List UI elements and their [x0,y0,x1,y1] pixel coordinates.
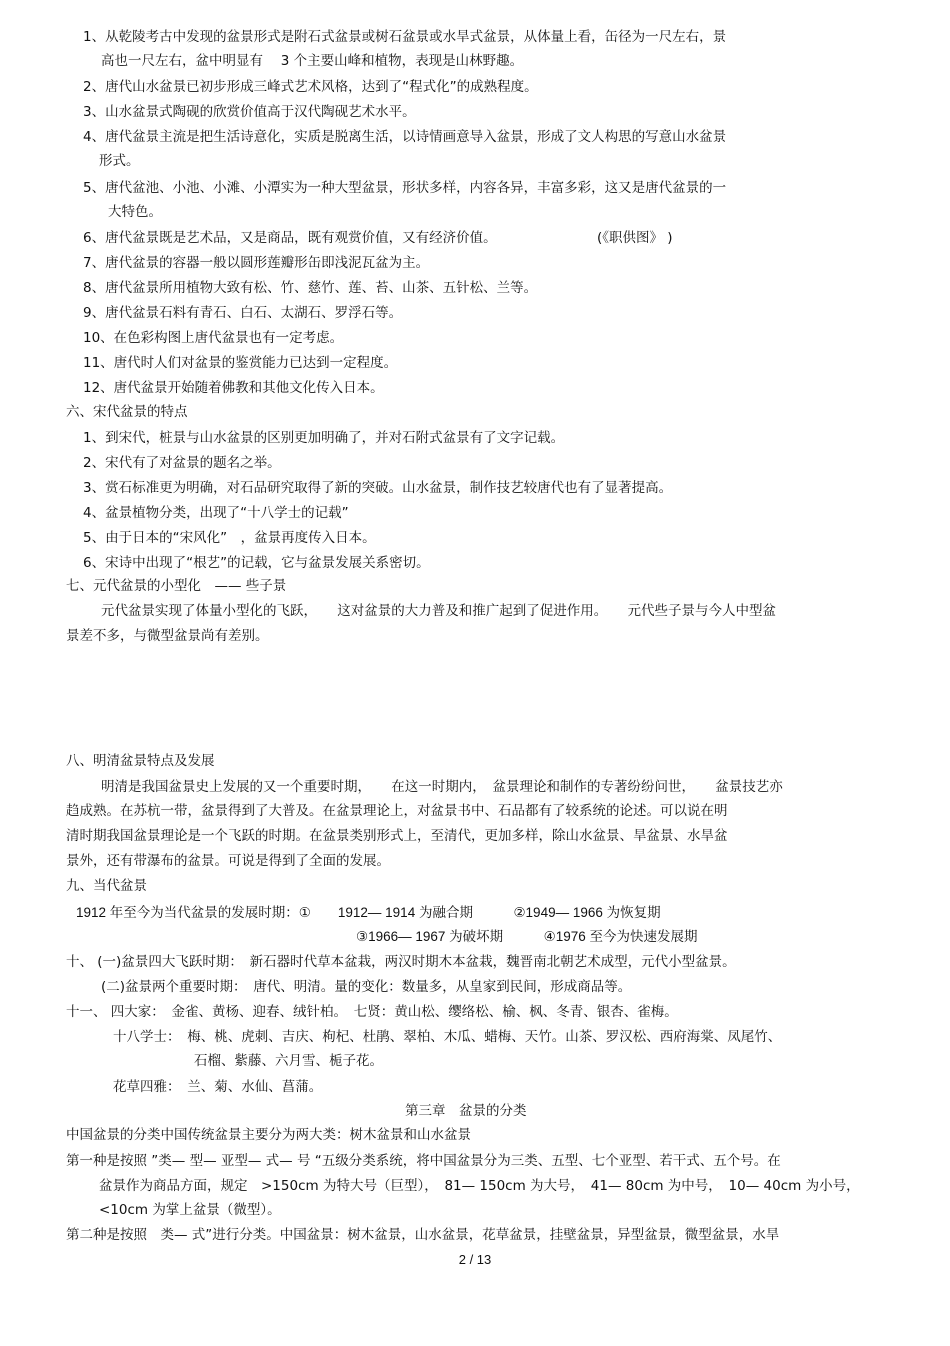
text-line: 12、唐代盆景开始随着佛教和其他文化传入日本。 [83,380,384,396]
text-line: 高也一尺左右，盆中明显有 3 个主要山峰和植物，表现是山林野趣。 [101,53,524,69]
text-line: 3、山水盆景式陶砚的欣赏价值高于汉代陶砚艺术水平。 [83,104,416,120]
section-heading: 八、明清盆景特点及发展 [66,753,215,769]
period-line: ③1966— 1967 为破坏期 ④1976 至今为快速发展期 [356,929,698,944]
paragraph-line: 景外，还有带瀑布的盆景。可说是得到了全面的发展。 [66,853,390,869]
citation: (《职供图》 ) [597,230,673,246]
text-line: 十八学士： 梅、桃、虎刺、吉庆、枸杞、杜鹃、翠柏、木瓜、蜡梅、天竹。山茶、罗汉松、西府海棠、凤尾竹、 [113,1029,782,1045]
text-line: 形式。 [99,153,140,169]
text-line: 第一种是按照 ”类— 型— 亚型— 式— 号 “五级分类系统，将中国盆景分为三类、五型、七个亚型、若干式、五个号。在 [66,1153,781,1169]
page-number: 2 / 13 [458,1252,492,1267]
text-line: 7、唐代盆景的容器一般以圆形莲瓣形缶即浅泥瓦盆为主。 [83,255,430,271]
text-line: 4、唐代盆景主流是把生活诗意化，实质是脱离生活，以诗情画意导入盆景，形成了文人构思的写意山水盆景 [83,129,727,145]
text-line: 2、宋代有了对盆景的题名之举。 [83,455,281,471]
text-line: <10cm 为掌上盆景（微型）。 [99,1202,281,1218]
text-line: (二)盆景两个重要时期： 唐代、明清。量的变化：数量多，从皇家到民间，形成商品等。 [101,979,632,995]
section-heading: 九、当代盆景 [66,878,147,894]
paragraph-line: 景差不多，与微型盆景尚有差别。 [66,628,269,644]
text-line: 6、唐代盆景既是艺术品，又是商品，既有观赏价值，又有经济价值。 [83,230,497,246]
text-line: 3、赏石标准更为明确，对石品研究取得了新的突破。山水盆景，制作技艺较唐代也有了显著提高。 [83,480,673,496]
text-line: 石榴、紫藤、六月雪、栀子花。 [194,1053,383,1069]
paragraph-line: 趋成熟。在苏杭一带，盆景得到了大普及。在盆景理论上，对盆景书中、石品都有了较系统的论述。可以说在明 [66,803,728,819]
section-heading: 七、元代盆景的小型化 —— 些子景 [66,578,287,594]
text-line: 10、在色彩构图上唐代盆景也有一定考虑。 [83,330,344,346]
text-line: 第二种是按照 类— 式”进行分类。中国盆景：树木盆景，山水盆景，花草盆景，挂壁盆景，异型盆景，微型盆景，水旱 [66,1227,780,1243]
paragraph-line: 清时期我国盆景理论是一个飞跃的时期。在盆景类别形式上，至清代，更加多样，除山水盆景、旱盆景、水旱盆 [66,828,728,844]
text-line: 6、宋诗中出现了“根艺”的记载，它与盆景发展关系密切。 [83,555,430,571]
text-line: 8、唐代盆景所用植物大致有松、竹、慈竹、莲、苔、山茶、五针松、兰等。 [83,280,538,296]
paragraph-line: 明清是我国盆景史上发展的又一个重要时期， 在这一时期内， 盆景理论和制作的专著纷纷问世， 盆景技艺亦 [101,779,783,795]
chapter-title: 第三章 盆景的分类 [405,1103,527,1119]
text-line: 5、唐代盆池、小池、小滩、小潭实为一种大型盆景，形状多样，内容各异，丰富多彩，这又是唐代盆景的一 [83,180,727,196]
text-line: 1、从乾陵考古中发现的盆景形式是附石式盆景或树石盆景或水旱式盆景，从体量上看，缶径为一尺左右，景 [83,29,727,45]
text-line: 花草四雅： 兰、菊、水仙、菖蒲。 [113,1079,323,1095]
text-line: 中国盆景的分类中国传统盆景主要分为两大类：树木盆景和山水盆景 [66,1127,471,1143]
text-line: 9、唐代盆景石料有青石、白石、太湖石、罗浮石等。 [83,305,403,321]
section-heading: 六、宋代盆景的特点 [66,404,188,420]
paragraph-line: 元代盆景实现了体量小型化的飞跃， 这对盆景的大力普及和推广起到了促进作用。 元代些子景与今人中型盆 [101,603,776,619]
period-line: 1912 年至今为当代盆景的发展时期：① 1912— 1914 为融合期 ②1949— 1966 为恢复期 [76,905,661,920]
text-line: 11、唐代时人们对盆景的鉴赏能力已达到一定程度。 [83,355,398,371]
text-line: 大特色。 [108,204,162,220]
text-line: 5、由于日本的“宋风化” ，盆景再度传入日本。 [83,530,376,546]
text-line: 1、到宋代，桩景与山水盆景的区别更加明确了，并对石附式盆景有了文字记载。 [83,430,565,446]
text-line: 盆景作为商品方面，规定 >150cm 为特大号（巨型）， 81— 150cm 为大号， 41— 80cm 为中号， 10— 40cm 为小号， [99,1178,860,1194]
text-line: 十、 (一)盆景四大飞跃时期： 新石器时代草本盆栽，两汉时期木本盆栽，魏晋南北朝艺术成型，元代小型盆景。 [66,954,736,970]
text-line: 十一、 四大家： 金雀、黄杨、迎春、绒针柏。 七贤：黄山松、缨络松、榆、枫、冬青、银杏、雀梅。 [66,1004,678,1020]
text-line: 2、唐代山水盆景已初步形成三峰式艺术风格，达到了“程式化”的成熟程度。 [83,79,538,95]
text-line: 4、盆景植物分类，出现了“十八学士的记载” [83,505,349,521]
